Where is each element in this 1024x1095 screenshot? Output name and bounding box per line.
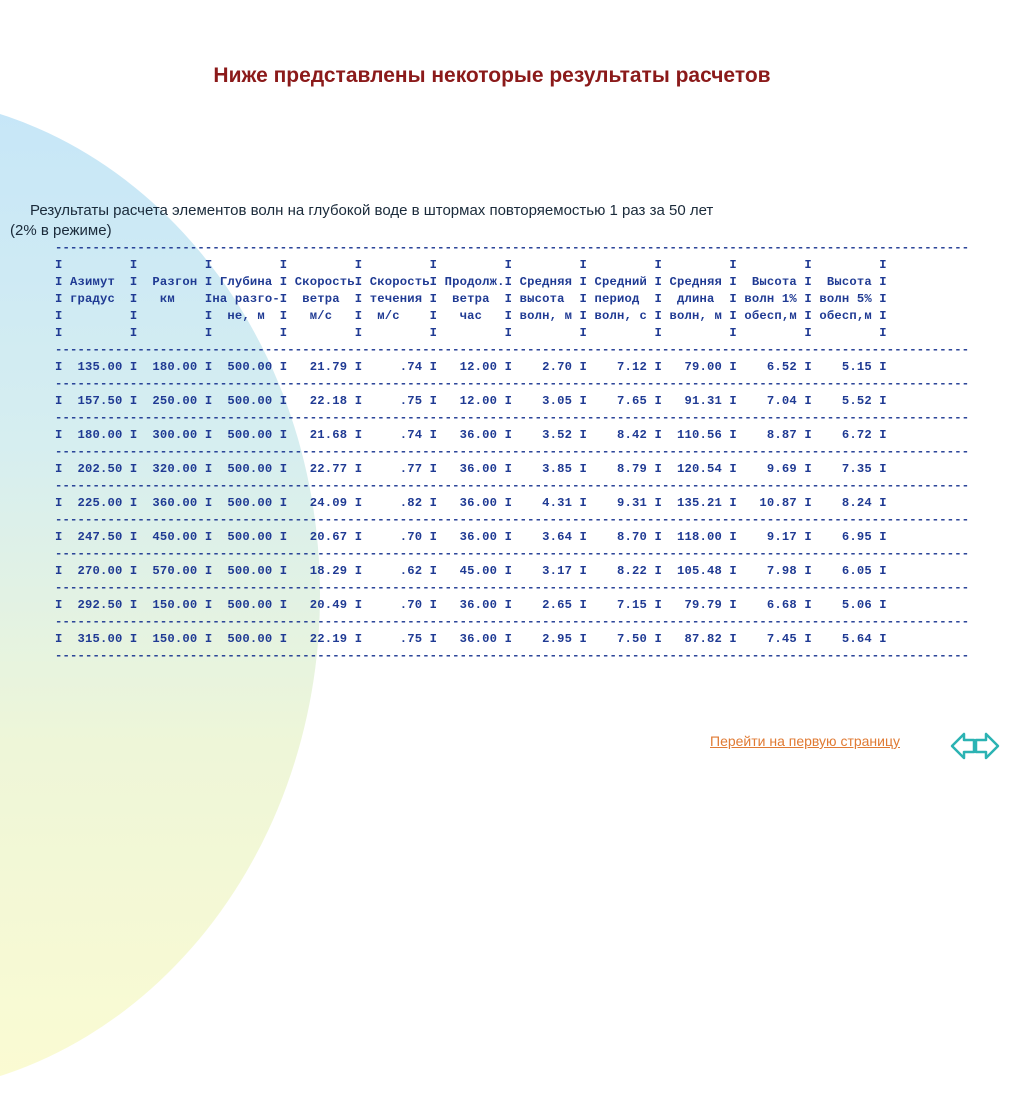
table-header-line: I I I I I I I I I I I I <box>55 326 887 340</box>
table-row: I 180.00 I 300.00 I 500.00 I 21.68 I .74 I 36.00 I 3.52 I 8.42 I 110.56 I 8.87 I 6.72 I <box>55 428 887 442</box>
table-row: I 157.50 I 250.00 I 500.00 I 22.18 I .75 I 12.00 I 3.05 I 7.65 I 91.31 I 7.04 I 5.52 I <box>55 394 887 408</box>
table-caption-line2: (2% в режиме) <box>10 222 112 239</box>
table-row: I 225.00 I 360.00 I 500.00 I 24.09 I .82 I 36.00 I 4.31 I 9.31 I 135.21 I 10.87 I 8.24 I <box>55 496 887 510</box>
table-separator: -------------------------------------------------------------------------------------------------------------------------- <box>55 581 970 595</box>
table-row: I 202.50 I 320.00 I 500.00 I 22.77 I .77 I 36.00 I 3.85 I 8.79 I 120.54 I 9.69 I 7.35 I <box>55 462 887 476</box>
table-separator: -------------------------------------------------------------------------------------------------------------------------- <box>55 241 970 255</box>
table-separator: -------------------------------------------------------------------------------------------------------------------------- <box>55 377 970 391</box>
table-separator: -------------------------------------------------------------------------------------------------------------------------- <box>55 411 970 425</box>
table-row: I 135.00 I 180.00 I 500.00 I 21.79 I .74 I 12.00 I 2.70 I 7.12 I 79.00 I 6.52 I 5.15 I <box>55 360 887 374</box>
table-header-line: I I I I I I I I I I I I <box>55 258 887 272</box>
results-table <box>55 240 969 665</box>
table-separator: -------------------------------------------------------------------------------------------------------------------------- <box>55 547 970 561</box>
table-header-line: I Азимут I Разгон I Глубина I СкоростьI СкоростьI Продолж.I Средняя I Средний I Средняя I Высота I Высота I <box>55 275 887 289</box>
table-separator: -------------------------------------------------------------------------------------------------------------------------- <box>55 649 970 663</box>
table-separator: -------------------------------------------------------------------------------------------------------------------------- <box>55 615 970 629</box>
table-row: I 292.50 I 150.00 I 500.00 I 20.49 I .70 I 36.00 I 2.65 I 7.15 I 79.79 I 6.68 I 5.06 I <box>55 598 887 612</box>
table-separator: -------------------------------------------------------------------------------------------------------------------------- <box>55 343 970 357</box>
table-separator: -------------------------------------------------------------------------------------------------------------------------- <box>55 445 970 459</box>
table-header-line: I градус I км Iна разго-I ветра I течения I ветра I высота I период I длина I волн 1% I волн 5% I <box>55 292 887 306</box>
table-row: I 270.00 I 570.00 I 500.00 I 18.29 I .62 I 45.00 I 3.17 I 8.22 I 105.48 I 7.98 I 6.05 I <box>55 564 887 578</box>
double-arrow-icon[interactable] <box>950 730 1000 767</box>
table-row: I 315.00 I 150.00 I 500.00 I 22.19 I .75 I 36.00 I 2.95 I 7.50 I 87.82 I 7.45 I 5.64 I <box>55 632 887 646</box>
table-header-line: I I I не, м I м/с I м/с I час I волн, м I волн, с I волн, м I обесп,м I обесп,м I <box>55 309 887 323</box>
table-separator: -------------------------------------------------------------------------------------------------------------------------- <box>55 513 970 527</box>
table-separator: -------------------------------------------------------------------------------------------------------------------------- <box>55 479 970 493</box>
table-row: I 247.50 I 450.00 I 500.00 I 20.67 I .70 I 36.00 I 3.64 I 8.70 I 118.00 I 9.17 I 6.95 I <box>55 530 887 544</box>
first-page-link[interactable]: Перейти на первую страницу <box>710 733 900 749</box>
table-caption-line1: Результаты расчета элементов волн на глубокой воде в штормах повторяемостью 1 раз за 50 лет <box>30 202 714 219</box>
page-title: Ниже представлены некоторые результаты расчетов <box>213 64 771 87</box>
